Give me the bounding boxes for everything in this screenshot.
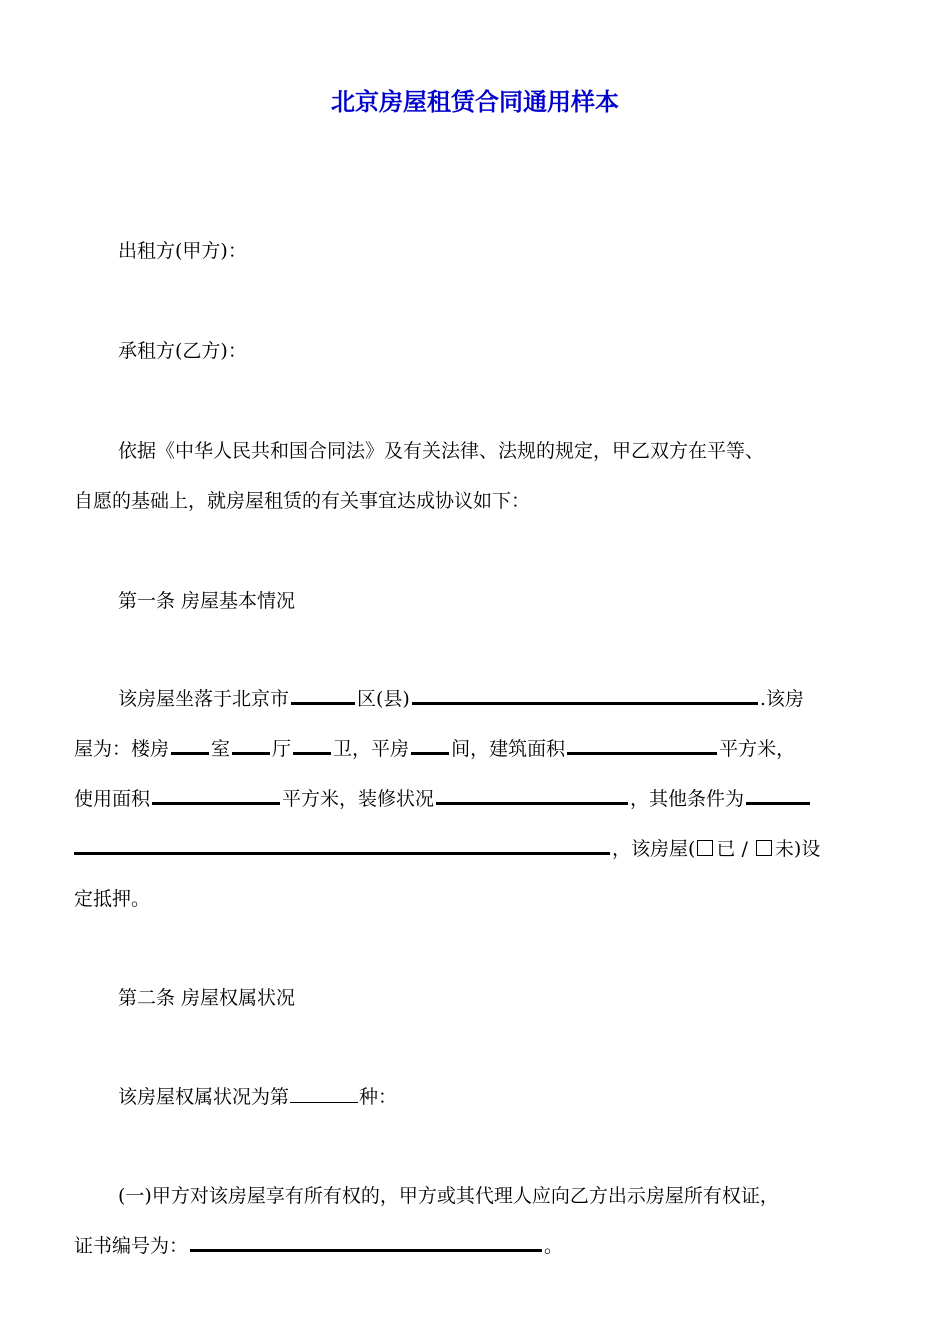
item1-line-2: 证书编号为： 。 — [74, 1221, 882, 1271]
bungalow-rooms-blank[interactable] — [411, 734, 449, 755]
other-conditions-blank-1[interactable] — [746, 784, 810, 805]
not-mortgaged-checkbox[interactable] — [756, 840, 772, 856]
usable-area-blank[interactable] — [152, 784, 280, 805]
mortgaged-checkbox[interactable] — [697, 840, 713, 856]
article2-heading: 第二条 房屋权属状况 — [118, 987, 296, 1009]
article1-line-5: 定抵押。 — [74, 888, 151, 910]
document-title: 北京房屋租赁合同通用样本 — [331, 88, 619, 116]
article1-line-4: ，该房屋( 已 / 未)设 — [74, 824, 882, 874]
ownership-type-line: 该房屋权属状况为第 种： — [118, 1086, 398, 1108]
article1-line-1: 该房屋坐落于北京市 区(县) .该房 — [74, 674, 882, 724]
ownership-type-blank[interactable] — [290, 1084, 358, 1103]
district-blank[interactable] — [291, 684, 355, 705]
item1-line-1: (一)甲方对该房屋享有所有权的，甲方或其代理人应向乙方出示房屋所有权证， — [118, 1185, 779, 1207]
baths-blank[interactable] — [293, 734, 331, 755]
intro-line-1: 依据《中华人民共和国合同法》及有关法律、法规的规定，甲乙双方在平等、 — [118, 440, 765, 462]
decoration-status-blank[interactable] — [436, 784, 628, 805]
rooms-blank[interactable] — [171, 734, 209, 755]
building-area-blank[interactable] — [567, 734, 717, 755]
intro-paragraph — [74, 426, 882, 526]
lessee-label: 承租方(乙方)： — [118, 340, 247, 362]
ownership-item-1 — [74, 1171, 882, 1271]
other-conditions-blank-2[interactable] — [74, 834, 610, 855]
intro-line-2: 自愿的基础上，就房屋租赁的有关事宜达成协议如下： — [74, 490, 531, 512]
article1-heading: 第一条 房屋基本情况 — [118, 590, 296, 612]
address-blank[interactable] — [412, 684, 758, 705]
article1-line-3: 使用面积 平方米，装修状况 ，其他条件为 — [74, 774, 882, 824]
halls-blank[interactable] — [232, 734, 270, 755]
article1-line-2: 屋为：楼房 室 厅 卫，平房 间，建筑面积 平方米， — [74, 724, 882, 774]
lessor-label: 出租方(甲方)： — [118, 240, 247, 262]
certificate-number-blank[interactable] — [190, 1231, 542, 1252]
article1-body — [74, 674, 882, 924]
